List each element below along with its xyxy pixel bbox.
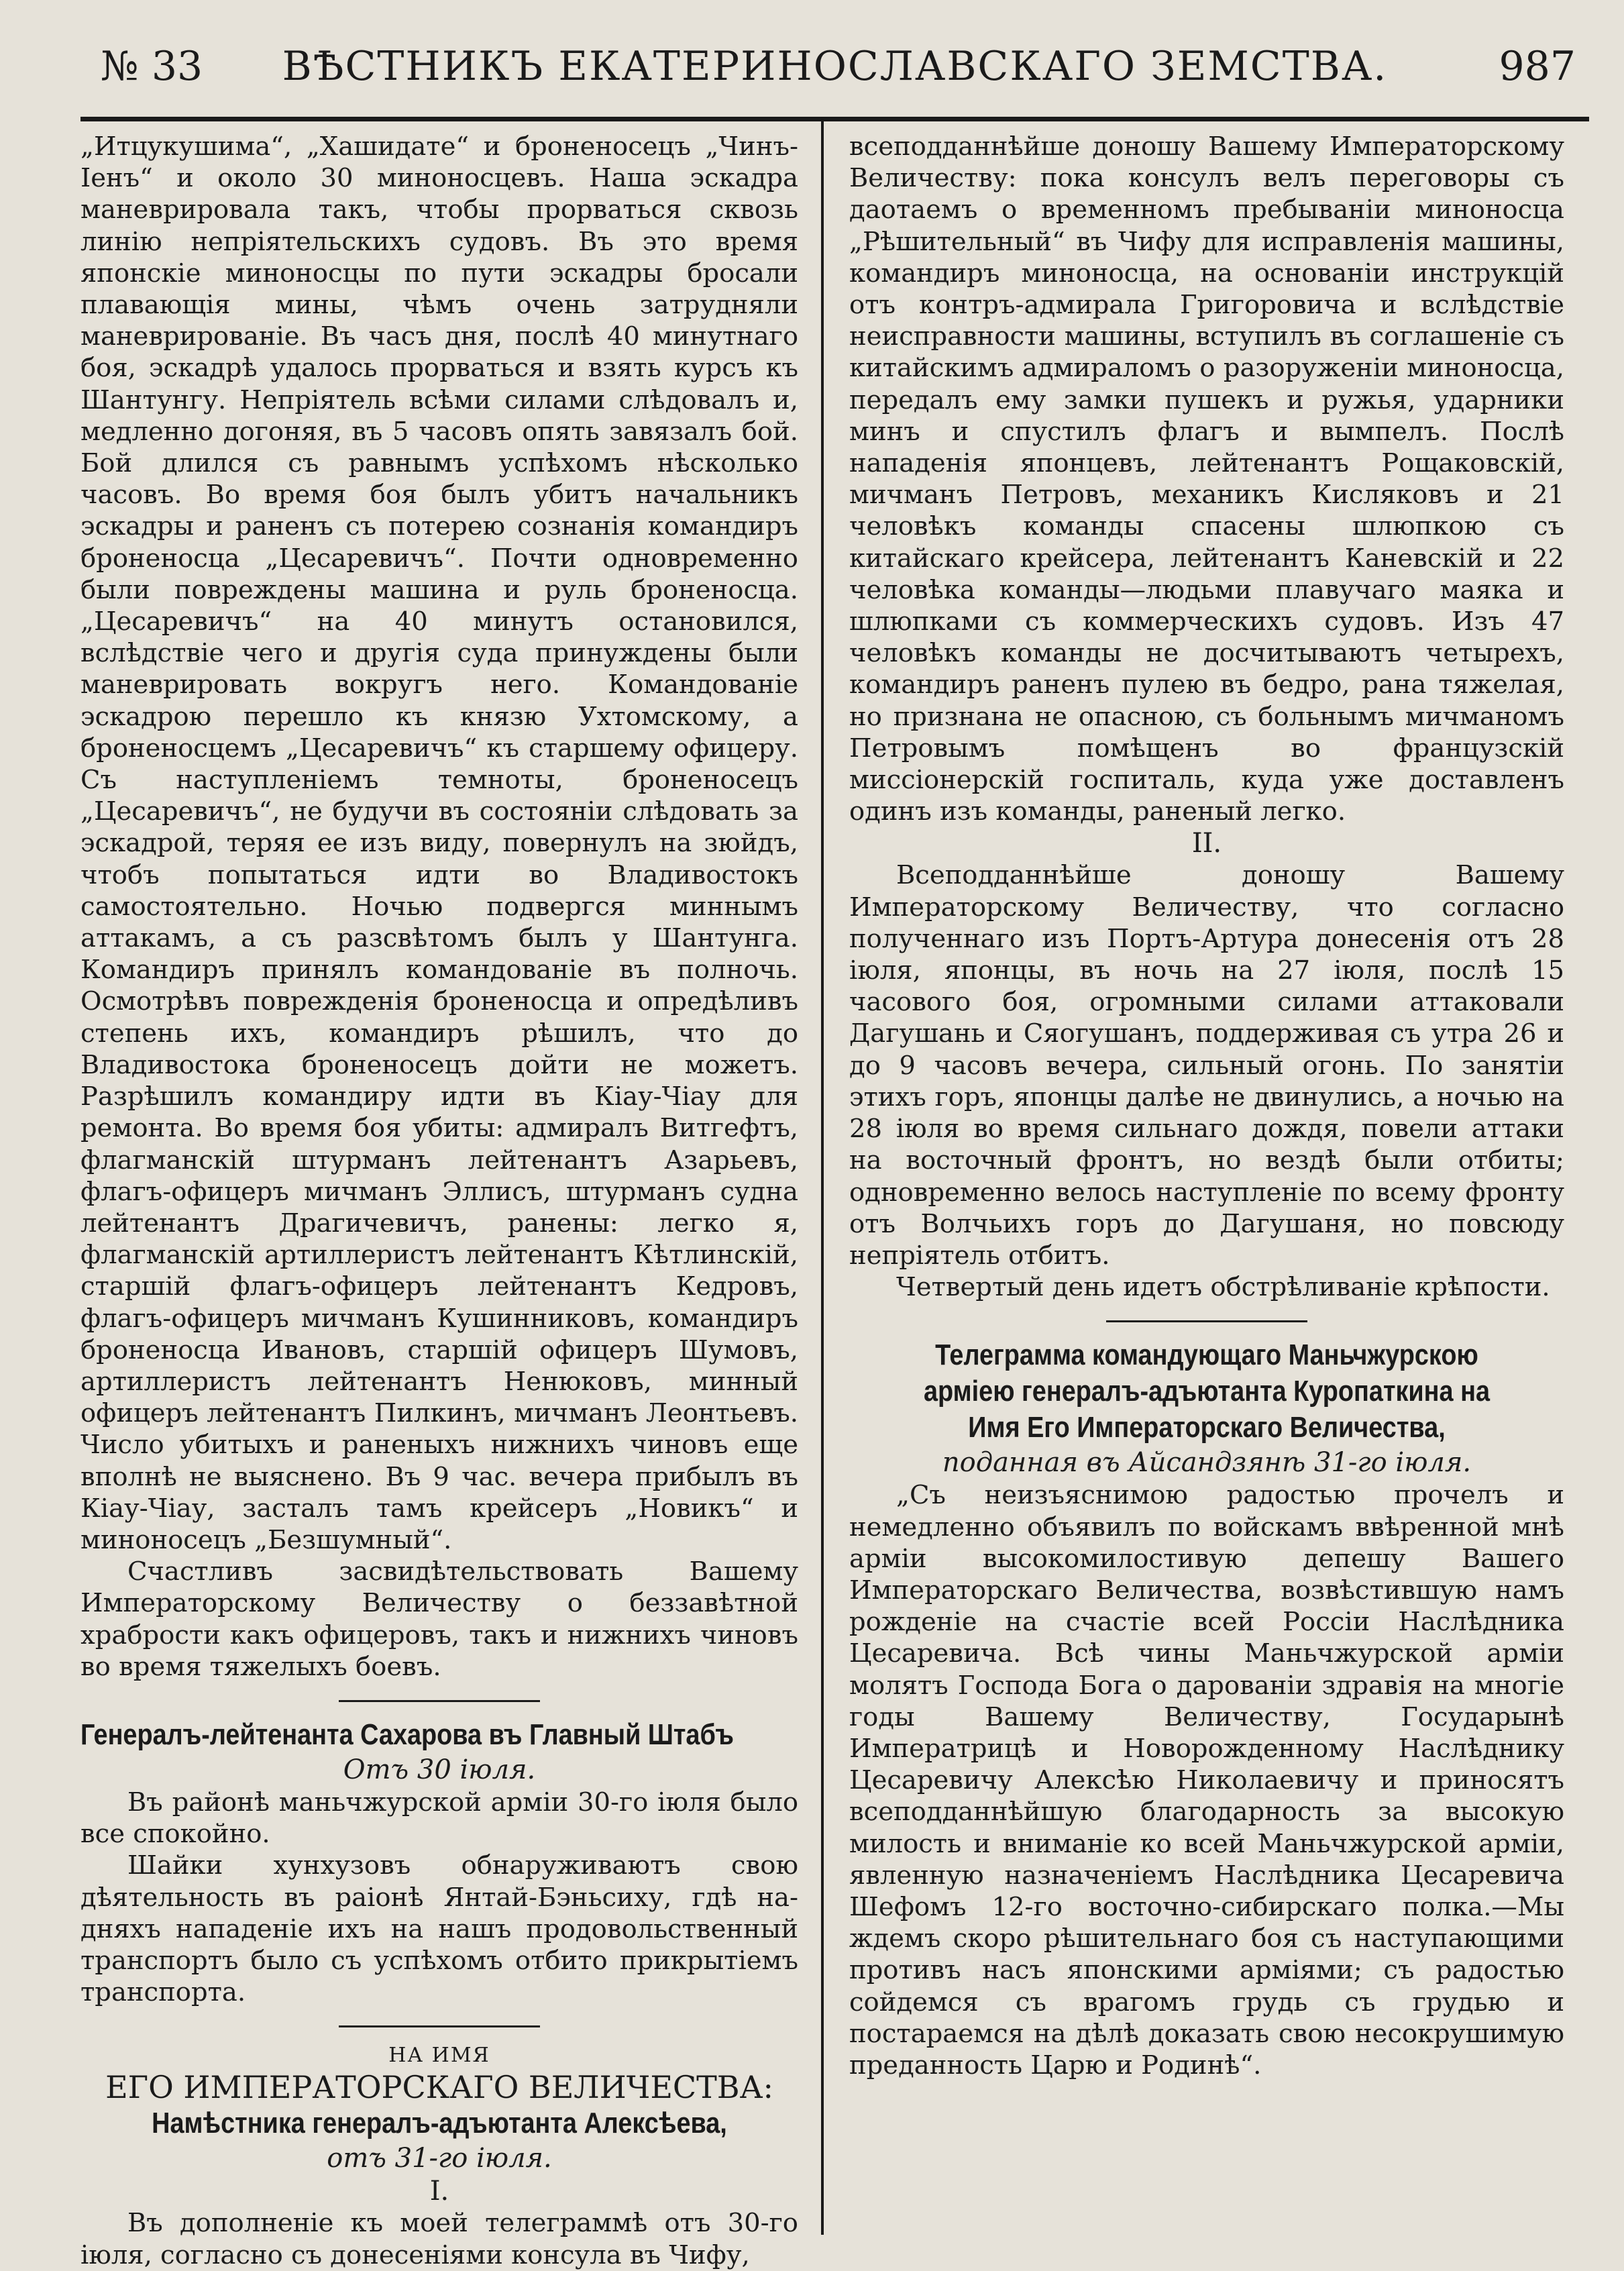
column-divider	[821, 121, 824, 2235]
article-paragraph: Шайки хунхузовъ обнаруживаютъ свою дѣятельность въ раіонѣ Янтай-Бэньсиху, гдѣ на-дняхъ нападеніе ихъ на нашъ продовольственный транспортъ было съ успѣхомъ отбито прикрытіемъ транспорта.	[80, 1850, 798, 2008]
journal-title: ВѢСТНИКЪ ЕКАТЕРИНОСЛАВСКАГО ЗЕМСТВА.	[282, 43, 1388, 90]
issue-number: № 33	[101, 43, 203, 90]
article-paragraph: Четвертый день идетъ обстрѣливаніе крѣпости.	[896, 1272, 1550, 1303]
header-rule	[80, 117, 1589, 121]
article-paragraph: всеподданнѣйше доношу Вашему Императорскому Величеству: пока консулъ велъ переговоры съ даотаемъ о временномъ пребываніи миноносца „Рѣшительный“ въ Чифу для исправленія машины, командиръ миноносца, на основаніи инструкцій отъ контръ-адмирала Григоровича и вслѣдствіе неисправности машины, вступилъ въ соглашеніе съ китайскимъ адмираломъ о разоруженіи миноносца, передалъ ему замки пушекъ и ружья, ударники минъ и спустилъ флагъ и вымпелъ. Послѣ нападенія японцевъ, лейтенантъ Рощаковскій, мичманъ Петровъ, механикъ Кисляковъ и 21 человѣкъ команды спасены шлюпкою съ китайскаго крейсера, лейтенантъ Каневскій и 22 человѣка команды—людьми плавучаго маяка и шлюпками съ коммерческихъ судовъ. Изъ 47 человѣкъ команды не досчитываютъ четырехъ, командиръ раненъ пулею въ бедро, рана тяжелая, но признана не опасною, съ больнымъ мичманомъ Петровымъ помѣщенъ во французскій миссіонерскій госпиталь, куда уже доставленъ одинъ изъ команды, раненый легко.	[849, 131, 1564, 827]
sakharov-date: Отъ 30 іюля.	[343, 1754, 536, 1785]
left-column	[80, 121, 812, 2270]
masthead	[80, 27, 1589, 106]
section-rule	[1106, 1320, 1307, 1322]
section-rule	[339, 1700, 540, 1702]
article-paragraph: „Съ неизъяснимою радостью прочелъ и немедленно объявилъ по войскамъ ввѣренной мнѣ арміи высокомилостивую депешу Вашего Императорскаго Величества, возвѣстившую намъ рожденіе на счастіе всей Россіи Наслѣдника Цесаревича. Всѣ чины Маньчжурской арміи молятъ Господа Бога о дарованіи здравія на многіе годы Вашему Величеству, Государынѣ Императрицѣ и Новорожденному Наслѣднику Цесаревичу Алексѣю Николаевичу и приносятъ всеподданнѣйшую благодарность за высокую милость и вниманіе ко всей Маньчжурской арміи, явленную назначеніемъ Наслѣдника Цесаревича Шефомъ 12-го восточно-сибирскаго полка.—Мы ждемъ скоро рѣшительнаго боя съ наступающими противъ насъ японскими арміями; съ радостью сойдемся съ врагомъ грудь съ грудью и постараемся на дѣлѣ доказать свою несокрушимую преданность Царю и Родинѣ“.	[849, 1480, 1564, 2080]
alekseev-heading: Намѣстника генералъ-адъютанта Алексѣева,	[152, 2107, 727, 2140]
article-paragraph: Всеподданнѣйше доношу Вашему Императорскому Величеству, что согласно полученнаго изъ Портъ-Артура донесенія отъ 28 іюля, японцы, въ ночь на 27 іюля, послѣ 15 часового боя, огромными силами аттаковали Дагушань и Сяогушанъ, поддерживая съ утра 26 и до 9 часовъ вечера, сильный огонь. По занятіи этихъ горъ, японцы далѣе не двинулись, а ночью на 28 іюля во время сильнаго дождя, повели аттаки на восточный фронтъ, но вездѣ были отбиты; одновременно велось наступленіе по всему фронту отъ Волчьихъ горъ до Дагушаня, но повсюду непріятель отбитъ.	[849, 860, 1564, 1271]
section-rule	[339, 2025, 540, 2027]
sakharov-heading: Генералъ-лейтенанта Сахарова въ Главный Штабъ	[80, 1718, 734, 1751]
alekseev-addressee: ЕГО ИМПЕРАТОРСКАГО ВЕЛИЧЕСТВА:	[105, 2069, 773, 2106]
kuropatkin-heading: Телеграмма командующаго Маньчжурскою арміею генералъ-адъютанта Куропаткина на Имя Его Императорскаго Величества,	[923, 1338, 1490, 1444]
section-number: II.	[1191, 828, 1222, 859]
article-paragraph: Въ районѣ маньчжурской арміи 30-го іюля было все спокойно.	[80, 1787, 798, 1850]
section-number: I.	[429, 2176, 449, 2207]
kuropatkin-date: поданная въ Айсандзянѣ 31-го іюля.	[942, 1447, 1472, 1479]
article-paragraph: Счастливъ засвидѣтельствовать Вашему Императорскому Величеству о беззавѣтной храбрости какъ офицеровъ, такъ и нижнихъ чиновъ во время тяжелыхъ боевъ.	[80, 1556, 798, 1682]
alekseev-date: отъ 31-го іюля.	[327, 2143, 552, 2174]
article-paragraph: „Итцукушима“, „Хашидате“ и броненосецъ „Чинъ-Іенъ“ и около 30 миноносцевъ. Наша эскадра маневрировала такъ, чтобы прорваться сквозь линію непріятельскихъ судовъ. Въ это время японскіе миноносцы по пути эскадры бросали плавающія мины, чѣмъ очень затрудняли маневрированіе. Въ часъ дня, послѣ 40 минутнаго боя, эскадрѣ удалось прорваться и взять курсъ къ Шантунгу. Непріятель всѣми силами слѣдовалъ и, медленно догоняя, въ 5 часовъ опять завязалъ бой. Бой длился съ равнымъ успѣхомъ нѣсколько часовъ. Во время боя былъ убитъ начальникъ эскадры и раненъ съ потерею сознанія командиръ броненосца „Цесаревичъ“. Почти одновременно были повреждены машина и руль броненосца. „Цесаревичъ“ на 40 минутъ остановился, вслѣдствіе чего и другія суда принуждены были маневрировать вокругъ него. Командованіе эскадрою перешло къ князю Ухтомскому, а броненосцемъ „Цесаревичъ“ къ старшему офицеру. Съ наступленіемъ темноты, броненосецъ „Цесаревичъ“, не будучи въ состояніи слѣдовать за эскадрой, теряя ее изъ виду, повернулъ на зюйдъ, чтобъ попытаться идти во Владивостокъ самостоятельно. Ночью подвергся миннымъ аттакамъ, а съ разсвѣтомъ былъ у Шантунга. Командиръ принялъ командованіе въ полночь. Осмотрѣвъ поврежденія броненосца и опредѣливъ степень ихъ, командиръ рѣшилъ, что до Владивостока броненосецъ дойти не можетъ. Разрѣшилъ командиру идти въ Кіау-Чіау для ремонта. Во время боя убиты: адмиралъ Витгефтъ, флагманскій штурманъ лейтенантъ Азарьевъ, флагъ-офицеръ мичманъ Эллисъ, штурманъ судна лейтенантъ Драгичевичъ, ранены: легко я, флагманскій артиллеристъ лейтенантъ Кѣтлинскій, старшій флагъ-офицеръ лейтенантъ Кедровъ, флагъ-офицеръ мичманъ Кушинниковъ, командиръ броненосца Ивановъ, старшій офицеръ Шумовъ, артиллеристъ лейтенантъ Ненюковъ, минный офицеръ лейтенантъ Пилкинъ, мичманъ Леонтьевъ. Число убитыхъ и раненыхъ нижнихъ чиновъ еще вполнѣ не выяснено. Въ 9 час. вечера прибылъ въ Кіау-Чіау, засталъ тамъ крейсеръ „Новикъ“ и миноносецъ „Безшумный“.	[80, 131, 798, 1555]
page-number: 987	[1499, 43, 1576, 90]
right-column	[833, 121, 1564, 2235]
columns	[80, 121, 1589, 2270]
alekseev-addressee-top: НА ИМЯ	[388, 2044, 490, 2068]
article-paragraph: Въ дополненіе къ моей телеграммѣ отъ 30-го іюля, согласно съ донесеніями консула въ Чифу,	[80, 2208, 798, 2270]
